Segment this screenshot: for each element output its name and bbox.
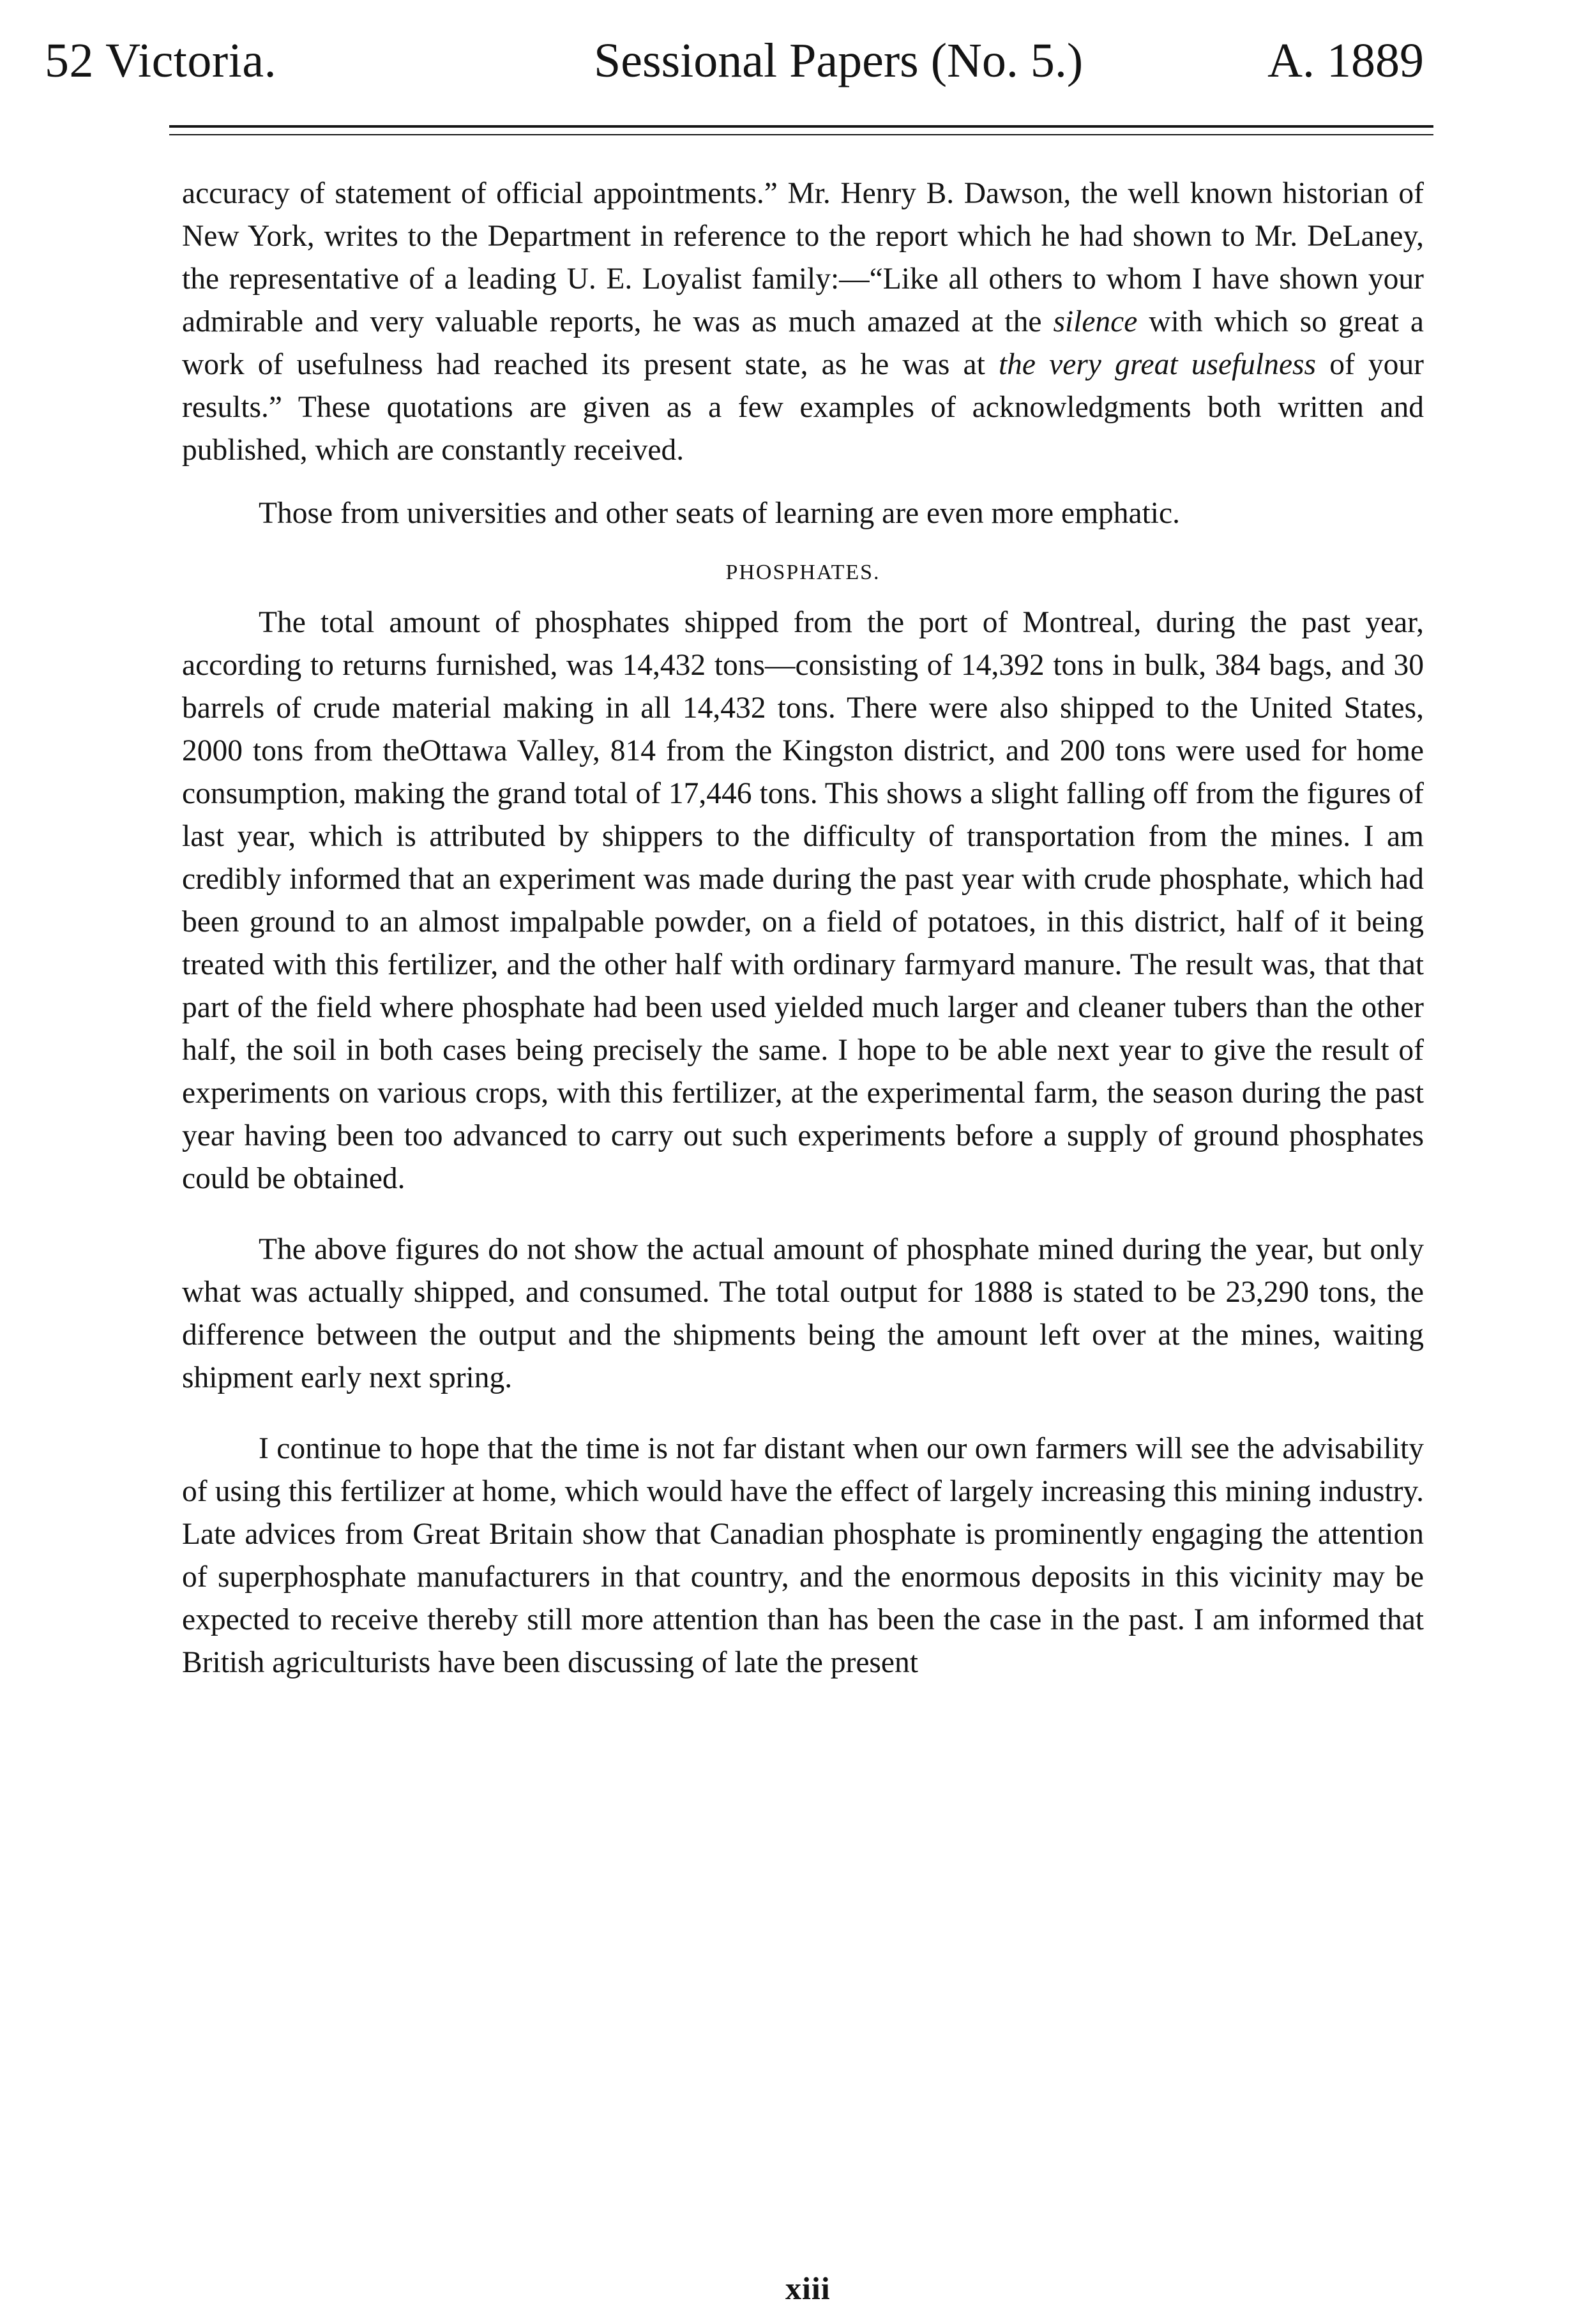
running-header (45, 33, 1424, 103)
section-heading: PHOSPHATES. (725, 561, 880, 584)
italic-text: silence (1053, 305, 1138, 338)
header-title: Sessional Papers (No. 5.) (594, 34, 1084, 87)
page-body (182, 172, 1424, 1684)
header-session: 52 Victoria. (45, 34, 277, 87)
header-year: A. 1889 (1267, 34, 1424, 87)
page-number: xiii (785, 2270, 831, 2306)
paragraph-actual-output: The above figures do not show the actual amount of phosphate mined during the year, but only what was actually shipped, and consumed. The total output for 1888 is stated to be 23,290 tons, the difference between the output and the shipments being the amount left over at the mines, waiting shipment early next spring. (182, 1233, 1424, 1394)
header-rule-thin (169, 134, 1433, 135)
italic-text: the very great usefulness (998, 348, 1317, 381)
paragraph-phosphates-shipped: The total amount of phosphates shipped from the port of Montreal, during the past year, according to returns furnished, was 14,432 tons—consisting of 14,392 tons in bulk, 384 bags, and 30 barrels of crude material making in all 14,432 tons. There were also shipped to the United States, 2000 tons from theOttawa Valley, 814 from the Kingston district, and 200 tons were used for home consumption, making the grand total of 17,446 tons. This shows a slight falling off from the figures of last year, which is attributed by shippers to the difficulty of transportation from the mines. I am credibly informed that an experiment was made during the past year with crude phosphate, which had been ground to an almost impalpable powder, on a field of potatoes, in this district, half of it being treated with this fertilizer, and the other half with ordinary farmyard manure. The result was, that that part of the field where phosphate had been used yielded much larger and cleaner tubers than the other half, the soil in both cases being precisely the same. I hope to be able next year to give the result of experiments on various crops, with this fertilizer, at the experimental farm, the season during the past year having been too advanced to carry out such experiments before a supply of ground phosphates could be obtained. (182, 606, 1424, 1195)
paragraph-text: with which so great a work of usefulness had reached its present state, as he was at (182, 305, 1424, 381)
paragraph-appointments (182, 172, 1424, 472)
paragraph-fertilizer-hope: I continue to hope that the time is not far distant when our own farmers will see the advisability of using this fertilizer at home, which would have the effect of largely increasing this mining industry. Late advices from Great Britain show that Canadian phosphate is prominently engaging the attention of superphosphate manufacturers in that country, and the enormous deposits in this vicinity may be expected to receive thereby still more attention than has been the case in the past. I am informed that British agriculturists have been discussing of late the present (182, 1432, 1424, 1679)
paragraph-text: of your results.” These quotations are given as a few examples of acknowledgments both written and published, which are constantly received. (182, 348, 1425, 467)
paragraph-universities: Those from universities and other seats of learning are even more emphatic. (259, 497, 1180, 530)
paragraph-text: accuracy of statement of official appointments.” Mr. Henry B. Dawson, the well known historian of New York, writes to the Department in reference to the report which he had shown to Mr. DeLaney, the representative of a leading U. E. Loyalist family:—“Like all others to whom I have shown your admirable and very valuable reports, he was as much amazed at the (182, 177, 1424, 338)
header-rule-thick (169, 125, 1433, 128)
